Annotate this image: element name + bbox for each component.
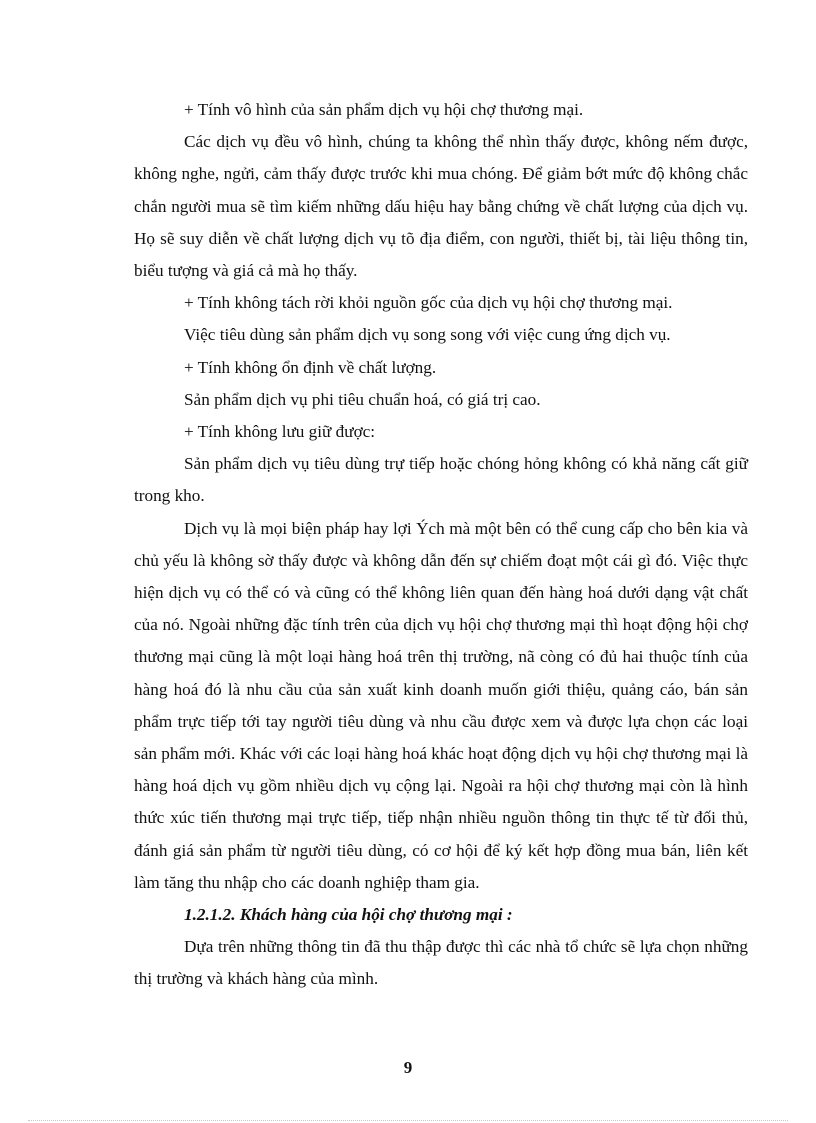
customers-paragraph: Dựa trên những thông tin đã thu thập được thì các nhà tổ chức sẽ lựa chọn những thị trường và khách hàng của mình. <box>134 937 748 989</box>
intangibility-paragraph: Các dịch vụ đều vô hình, chúng ta không thể nhìn thấy được, không nếm được, không nghe, ngửi, cảm thấy được trước khi mua chóng. Để giảm bớt mức độ không chắc chắn người mua sẽ tìm kiếm những dấu hiệu hay bằng chứng về chất lượng của dịch vụ. Họ sẽ suy diễn về chất lượng dịch vụ tõ địa điểm, con người, thiết bị, tài liệu thông tin, biểu tượng và giá cả mà họ thấy. <box>134 132 748 281</box>
bullet-perishability: + Tính không lưu giữ được: <box>184 422 376 442</box>
document-body <box>134 94 748 996</box>
inseparability-paragraph: Việc tiêu dùng sản phẩm dịch vụ song song với việc cung ứng dịch vụ. <box>184 325 671 345</box>
bullet-intangibility: + Tính vô hình của sản phẩm dịch vụ hội chợ thương mại. <box>184 100 584 119</box>
bullet-variability: + Tính không ổn định về chất lượng. <box>184 357 437 377</box>
perishability-paragraph: Sản phẩm dịch vụ tiêu dùng trự tiếp hoặc chóng hỏng không có khả năng cất giữ trong kho. <box>134 454 748 506</box>
service-definition-paragraph: Dịch vụ là mọi biện pháp hay lợi Ých mà một bên có thể cung cấp cho bên kia và chủ yếu là không sờ thấy được và không dẫn đến sự chiếm đoạt một cái gì đó. Việc thực hiện dịch vụ có thể có và cũng có thể không liên quan đến hàng hoá dưới dạng vật chất của nó. Ngoài những đặc tính trên của dịch vụ hội chợ thương mại thì hoạt động hội chợ thương mại cũng là một loại hàng hoá trên thị trường, nã còng có đủ hai thuộc tính của hàng hoá đó là nhu cầu của sản xuất kinh doanh muốn giới thiệu, quảng cáo, bán sản phẩm trực tiếp tới tay người tiêu dùng và nhu cầu được xem và được lựa chọn các loại sản phẩm mới. Khác với các loại hàng hoá khác hoạt động dịch vụ hội chợ thương mại là hàng hoá dịch vụ gồm nhiều dịch vụ cộng lại. Ngoài ra hội chợ thương mại còn là hình thức xúc tiến thương mại trực tiếp, tiếp nhận nhiều nguồn thông tin thực tế từ đối thủ, đánh giá sản phẩm từ người tiêu dùng, có cơ hội để ký kết hợp đồng mua bán, liên kết làm tăng thu nhập cho các doanh nghiệp tham gia. <box>134 518 748 892</box>
variability-paragraph: Sản phẩm dịch vụ phi tiêu chuẩn hoá, có giá trị cao. <box>184 389 541 409</box>
section-heading: 1.2.1.2. Khách hàng của hội chợ thương mại : <box>184 905 513 925</box>
page-number: 9 <box>403 1058 413 1077</box>
bullet-inseparability: + Tính không tách rời khỏi nguồn gốc của dịch vụ hội chợ thương mại. <box>184 293 673 313</box>
footer-divider <box>28 1120 788 1121</box>
